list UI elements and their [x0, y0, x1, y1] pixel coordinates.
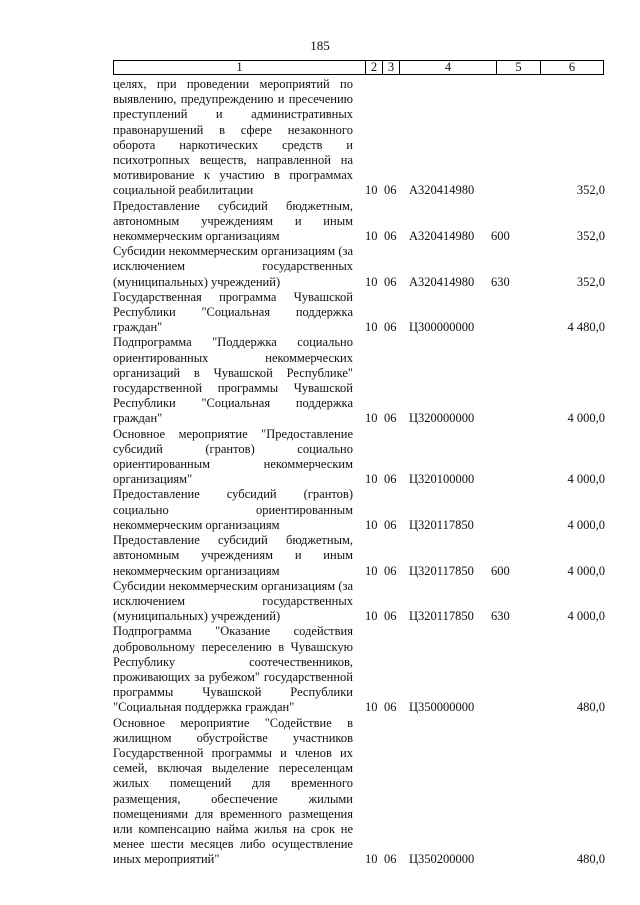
section-code: 10 [365, 852, 378, 867]
target-article-code: Ц320100000 [409, 472, 475, 487]
table-row [113, 579, 605, 625]
section-code: 10 [365, 183, 378, 198]
row-description: Основное мероприятие "Предоставление субсидий (грантов) социально ориентированным некоммерческим организациям" [113, 426, 353, 487]
target-article-code: Ц320000000 [409, 411, 475, 426]
amount: 480,0 [576, 700, 605, 715]
amount: 4 000,0 [567, 563, 605, 578]
target-article-code: Ц350000000 [409, 700, 475, 715]
table-row [113, 199, 605, 245]
subsection-code: 06 [384, 411, 397, 426]
row-description: Субсидии некоммерческим организациям (за исключением государственных (муниципальных) учреждений) [113, 244, 353, 289]
amount: 352,0 [576, 274, 605, 289]
amount: 352,0 [576, 183, 605, 198]
amount: 4 000,0 [567, 411, 605, 426]
target-article-code: А320414980 [409, 229, 475, 244]
column-header-6: 6 [541, 61, 604, 75]
subsection-code: 06 [384, 700, 397, 715]
row-description: Субсидии некоммерческим организациям (за исключением государственных (муниципальных) учреждений) [113, 578, 353, 624]
subsection-code: 06 [384, 517, 397, 532]
table-row [113, 335, 605, 426]
table-row [113, 77, 605, 199]
section-code: 10 [365, 609, 378, 624]
row-description: Предоставление субсидий бюджетным, автономным учреждениям и иным некоммерческим организациям [113, 533, 353, 578]
section-code: 10 [365, 517, 378, 532]
amount: 4 000,0 [567, 517, 605, 532]
amount: 4 480,0 [567, 320, 605, 335]
section-code: 10 [365, 229, 378, 244]
target-article-code: А320414980 [409, 274, 475, 289]
subsection-code: 06 [384, 274, 397, 289]
section-code: 10 [365, 563, 378, 578]
row-description: Предоставление субсидий (грантов) социально ориентированным некоммерческим организациям [113, 487, 353, 532]
amount: 480,0 [576, 852, 605, 867]
column-header-row [113, 60, 604, 75]
section-code: 10 [365, 320, 378, 335]
column-header-2: 2 [366, 61, 383, 75]
column-header-1: 1 [114, 61, 366, 75]
table-row [113, 487, 605, 533]
table-row [113, 533, 605, 579]
target-article-code: Ц320117850 [409, 563, 474, 578]
expense-type-code: 630 [491, 609, 510, 624]
expense-type-code: 600 [491, 563, 510, 578]
section-code: 10 [365, 411, 378, 426]
subsection-code: 06 [384, 183, 397, 198]
subsection-code: 06 [384, 472, 397, 487]
column-header-5: 5 [497, 61, 541, 75]
target-article-code: Ц320117850 [409, 517, 474, 532]
subsection-code: 06 [384, 609, 397, 624]
table-row [113, 290, 605, 336]
subsection-code: 06 [384, 852, 397, 867]
section-code: 10 [365, 700, 378, 715]
amount: 4 000,0 [567, 609, 605, 624]
row-description: Предоставление субсидий бюджетным, автономным учреждениям и иным некоммерческим организациям [113, 198, 353, 244]
amount: 4 000,0 [567, 472, 605, 487]
subsection-code: 06 [384, 320, 397, 335]
table-row [113, 244, 605, 290]
row-description: Подпрограмма "Оказание содействия добровольному переселению в Чувашскую Республику соотечественников, проживающих за рубежом" государственной программы Чувашской Республики "Социальная поддержка граждан" [113, 624, 353, 715]
table-row [113, 624, 605, 715]
row-description: Подпрограмма "Поддержка социально ориентированных некоммерческих организаций в Чувашской Республике" государственной программы Чувашской Республики "Социальная поддержка граждан" [113, 335, 353, 426]
target-article-code: Ц350200000 [409, 852, 475, 867]
subsection-code: 06 [384, 563, 397, 578]
budget-table-body [113, 77, 605, 868]
row-description: целях, при проведении мероприятий по выявлению, предупреждению и пресечению преступлений и административных правонарушений в сфере незаконного оборота наркотических средств и психотропных веществ, направленной на мотивирование к участию в программах социальной реабилитации [113, 77, 353, 198]
expense-type-code: 600 [491, 229, 510, 244]
subsection-code: 06 [384, 229, 397, 244]
column-header-4: 4 [400, 61, 497, 75]
target-article-code: А320414980 [409, 183, 475, 198]
target-article-code: Ц300000000 [409, 320, 475, 335]
target-article-code: Ц320117850 [409, 609, 474, 624]
amount: 352,0 [576, 229, 605, 244]
table-row [113, 427, 605, 488]
row-description: Основное мероприятие "Содействие в жилищном обустройстве участников Государственной программы и членов их семей, включая выделение переселенцам жилых помещений для временного размещения, обеспечение жилыми помещениями для временного размещения или компенсацию найма жилья на срок не менее шести месяцев либо осуществление иных мероприятий" [113, 715, 353, 867]
section-code: 10 [365, 472, 378, 487]
table-row [113, 716, 605, 868]
page-number: 185 [310, 38, 330, 53]
expense-type-code: 630 [491, 274, 510, 289]
row-description: Государственная программа Чувашской Республики "Социальная поддержка граждан" [113, 289, 353, 335]
section-code: 10 [365, 274, 378, 289]
column-header-3: 3 [383, 61, 400, 75]
